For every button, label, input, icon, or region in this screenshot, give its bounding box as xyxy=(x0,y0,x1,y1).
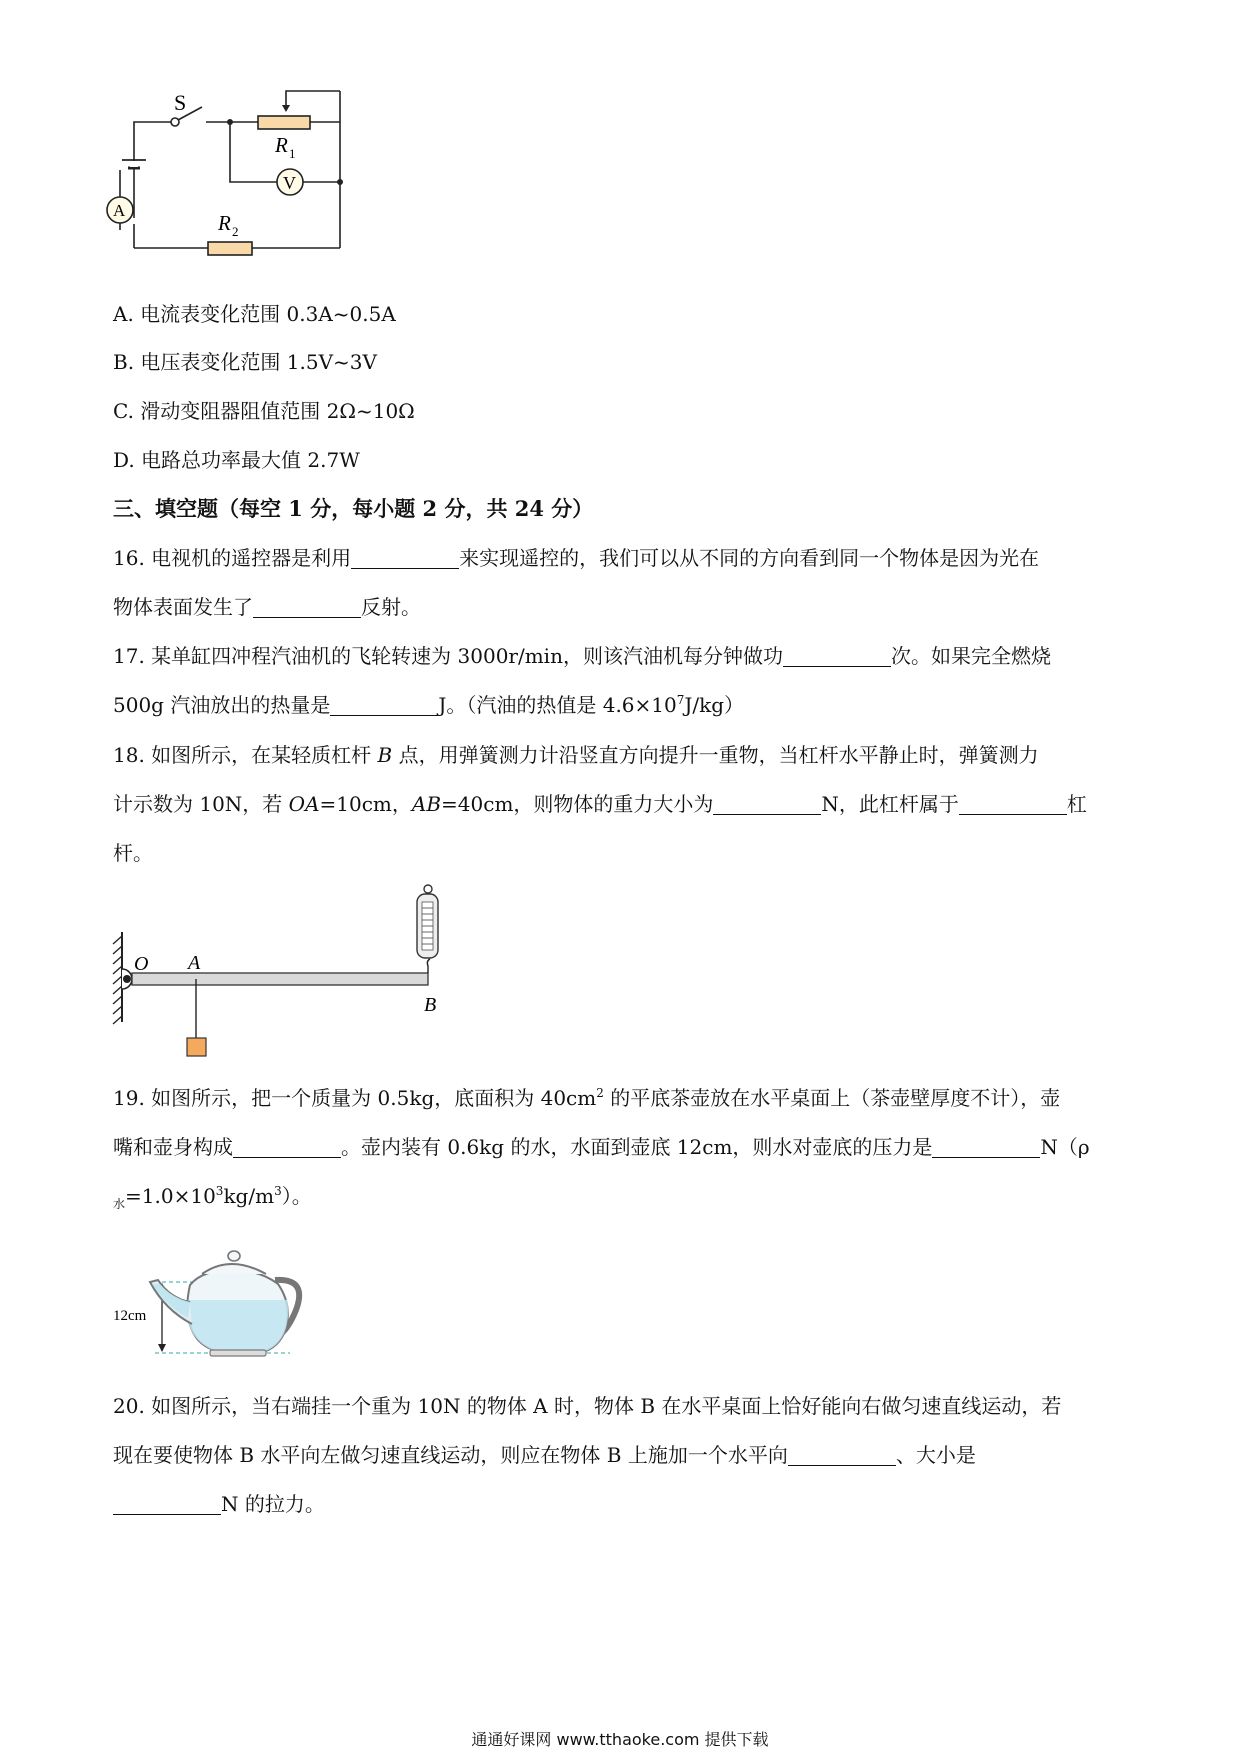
q18-text-a: 18. 如图所示，在某轻质杠杆 xyxy=(113,743,378,767)
option-a: A. 电流表变化范围 0.3A~0.5A xyxy=(113,302,396,326)
teapot-diagram xyxy=(110,1240,310,1370)
option-d: D. 电路总功率最大值 2.7W xyxy=(113,448,360,472)
q17-blank-1[interactable] xyxy=(783,646,891,667)
q18-text-g: 杠 xyxy=(1066,792,1087,816)
q16-line2 xyxy=(113,593,421,621)
q19-exponent-2: 3 xyxy=(215,1184,224,1198)
q18-line2 xyxy=(113,790,1087,818)
q17-text-e: J/kg） xyxy=(684,693,745,717)
lever-label-o: O xyxy=(134,953,149,975)
q19-text-h: ）。 xyxy=(281,1184,312,1208)
voltmeter-label: V xyxy=(283,173,296,193)
q18-ab: AB xyxy=(411,792,442,816)
q17-text-d: J。（汽油的热值是 4.6×10 xyxy=(438,693,677,717)
lever-label-b: B xyxy=(424,994,437,1016)
q16-blank-1[interactable] xyxy=(351,548,459,569)
q18-text-f: N，此杠杆属于 xyxy=(821,792,959,816)
q20-text-c: N 的拉力。 xyxy=(221,1492,325,1516)
page-footer: 通通好课网 www.tthaoke.com 提供下载 xyxy=(471,1730,769,1749)
switch-label: S xyxy=(174,90,187,115)
q19-text-f: =1.0×10 xyxy=(125,1184,216,1208)
q20-line1: 20. 如图所示，当右端挂一个重为 10N 的物体 A 时，物体 B 在水平桌面上恰好能向右做匀速直线运动，若 xyxy=(113,1394,1062,1418)
option-b: B. 电压表变化范围 1.5V~3V xyxy=(113,350,377,374)
q20-line3 xyxy=(113,1490,325,1518)
q20-blank-1[interactable] xyxy=(788,1445,896,1466)
q18-blank-2[interactable] xyxy=(959,794,1067,815)
q19-line3 xyxy=(113,1182,312,1210)
q18-blank-1[interactable] xyxy=(713,794,821,815)
q19-exponent-3: 3 xyxy=(274,1184,282,1198)
ammeter-label: A xyxy=(113,201,126,220)
q17-line1 xyxy=(113,642,1051,670)
q19-text-d: 。壶内装有 0.6kg 的水，水面到壶底 12cm，则水对壶底的压力是 xyxy=(341,1135,933,1159)
q18-text-e: =40cm，则物体的重力大小为 xyxy=(441,792,714,816)
q16-text-b: 来实现遥控的，我们可以从不同的方向看到同一个物体是因为光在 xyxy=(459,546,1040,570)
q19-blank-1[interactable] xyxy=(233,1137,341,1158)
r2-label: R xyxy=(218,211,231,235)
q17-blank-2[interactable] xyxy=(330,695,438,716)
q17-exponent: 7 xyxy=(676,693,685,707)
teapot-height-label: 12cm xyxy=(113,1308,147,1324)
q16-line1 xyxy=(113,544,1039,572)
r1-label: R xyxy=(275,133,288,157)
q16-blank-2[interactable] xyxy=(253,597,361,618)
q16-text-d: 反射。 xyxy=(361,595,421,619)
r2-subscript: 2 xyxy=(232,224,239,239)
q16-text-c: 物体表面发生了 xyxy=(113,595,253,619)
q20-blank-2[interactable] xyxy=(113,1494,221,1515)
q19-exponent-1: 2 xyxy=(596,1086,604,1100)
q19-text-g: kg/m xyxy=(223,1184,275,1208)
q17-text-a: 17. 某单缸四冲程汽油机的飞轮转速为 3000r/min，则该汽油机每分钟做功 xyxy=(113,644,783,668)
q16-text-a: 16. 电视机的遥控器是利用 xyxy=(113,546,352,570)
r1-subscript: 1 xyxy=(289,146,296,161)
q19-text-b: 的平底茶壶放在水平桌面上（茶壶壁厚度不计），壶 xyxy=(603,1086,1061,1110)
q18-text-d: =10cm， xyxy=(319,792,412,816)
q19-text-c: 嘴和壶身构成 xyxy=(113,1135,233,1159)
q19-text-a: 19. 如图所示，把一个质量为 0.5kg，底面积为 40cm xyxy=(113,1086,597,1110)
q20-line2 xyxy=(113,1441,976,1469)
circuit-diagram xyxy=(100,90,400,285)
q18-text-c: 计示数为 10N，若 xyxy=(113,792,289,816)
lever-label-a: A xyxy=(188,952,201,974)
lever-diagram xyxy=(108,880,488,1065)
q17-text-c: 500g 汽油放出的热量是 xyxy=(113,693,331,717)
q20-text-a: 现在要使物体 B 水平向左做匀速直线运动，则应在物体 B 上施加一个水平向 xyxy=(113,1443,788,1467)
q20-text-b: 、大小是 xyxy=(895,1443,976,1467)
q19-text-e: N（ρ xyxy=(1040,1135,1090,1159)
q19-water-subscript: 水 xyxy=(113,1197,126,1211)
q18-text-b: 点，用弹簧测力计沿竖直方向提升一重物，当杠杆水平静止时，弹簧测力 xyxy=(392,743,1039,767)
q19-line2 xyxy=(113,1133,1090,1161)
q17-line2 xyxy=(113,691,744,719)
q19-blank-2[interactable] xyxy=(932,1137,1040,1158)
q18-point-b: B xyxy=(377,743,393,767)
q17-text-b: 次。如果完全燃烧 xyxy=(890,644,1051,668)
section-heading: 三、填空题（每空 1 分，每小题 2 分，共 24 分） xyxy=(113,496,594,521)
q19-line1 xyxy=(113,1084,1060,1112)
q18-oa: OA xyxy=(288,792,320,816)
option-c: C. 滑动变阻器阻值范围 2Ω~10Ω xyxy=(113,399,415,423)
q18-line3: 杆。 xyxy=(113,841,153,865)
q18-line1 xyxy=(113,741,1039,769)
